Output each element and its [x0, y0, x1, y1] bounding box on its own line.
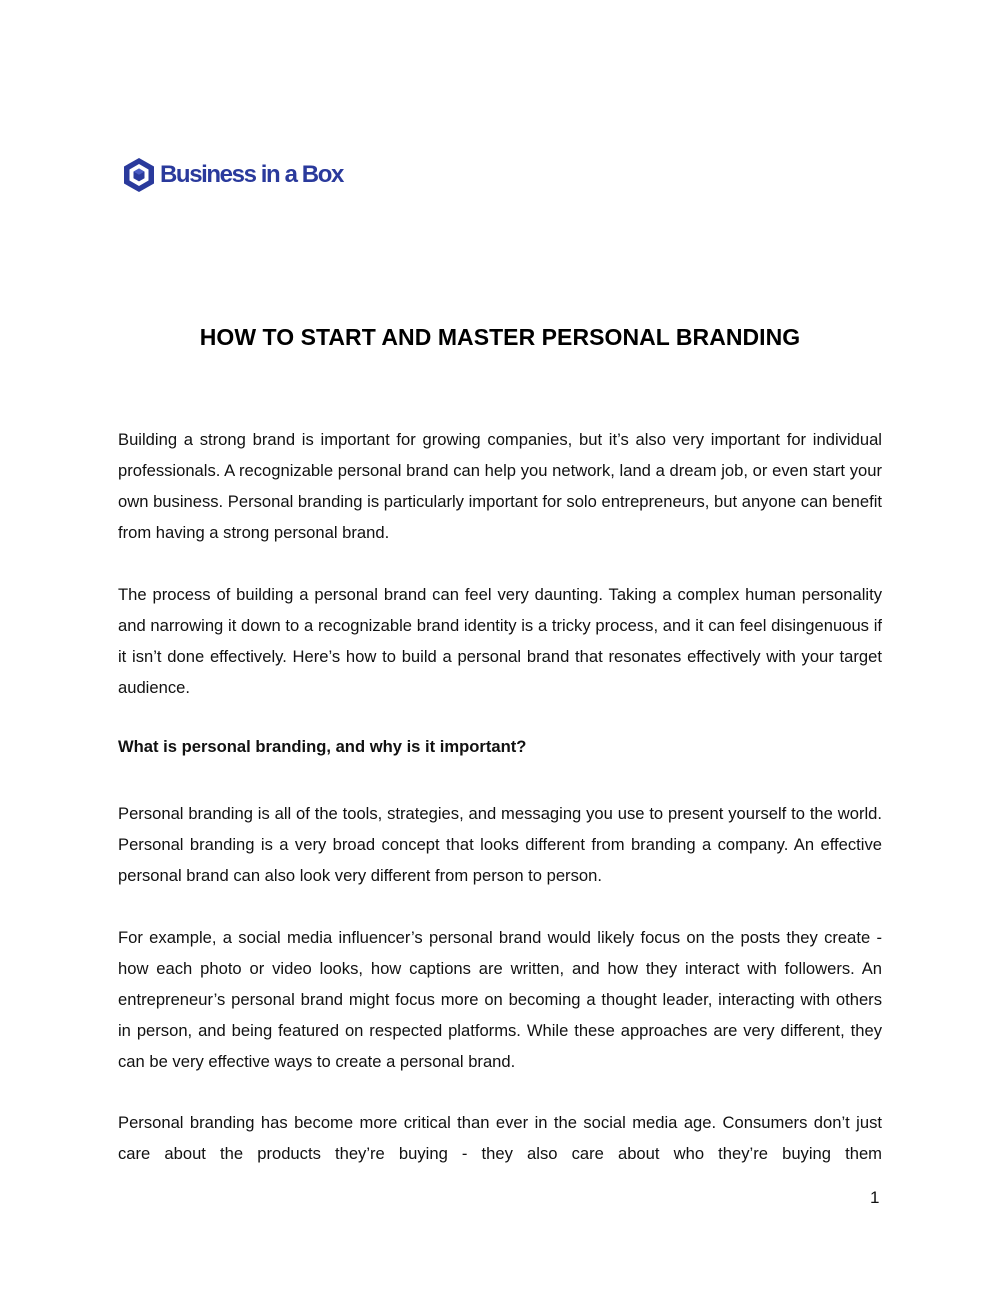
document-title: HOW TO START AND MASTER PERSONAL BRANDING [199, 324, 801, 350]
paragraph-text: Personal branding is all of the tools, strategies, and messaging you use to present yourself to the world. Personal branding is a very broad concept that looks different from branding a company. An effective personal brand can also look very different from person to person. [118, 804, 882, 885]
section-paragraph-2 [118, 922, 882, 1077]
paragraph-text: Building a strong brand is important for growing companies, but it’s also very important for individual professionals. A recognizable personal brand can help you network, land a dream job, or even start your own business. Personal branding is particularly important for solo entrepreneurs, but anyone can benefit from having a strong personal brand. [118, 430, 882, 542]
paragraph-text: Personal branding has become more critical than ever in the social media age. Consumers don’t just care about the products they’re buying - they also care about who they’re buying them [118, 1113, 882, 1163]
section-heading: What is personal branding, and why is it important? [118, 737, 527, 756]
hexagon-cube-logo-icon [122, 157, 156, 193]
brand-logo-text: Business in a Box [160, 161, 343, 188]
paragraph-text: For example, a social media influencer’s personal brand would likely focus on the posts they create - how each photo or video looks, how captions are written, and how they interact with followers. An entrepreneur’s personal brand might focus more on becoming a thought leader, interacting with others in person, and being featured on respected platforms. While these approaches are very different, they can be very effective ways to create a personal brand. [118, 928, 882, 1071]
section-paragraph-1 [118, 798, 882, 891]
intro-paragraph-1 [118, 424, 882, 548]
paragraph-text: The process of building a personal brand can feel very daunting. Taking a complex human personality and narrowing it down to a recognizable brand identity is a tricky process, and it can feel disingenuous if it isn’t done effectively. Here’s how to build a personal brand that resonates effectively with your target audience. [118, 585, 882, 697]
page-number: 1 [870, 1188, 880, 1207]
intro-paragraph-2 [118, 579, 882, 703]
brand-logo [122, 156, 343, 194]
section-paragraph-3 [118, 1107, 882, 1169]
